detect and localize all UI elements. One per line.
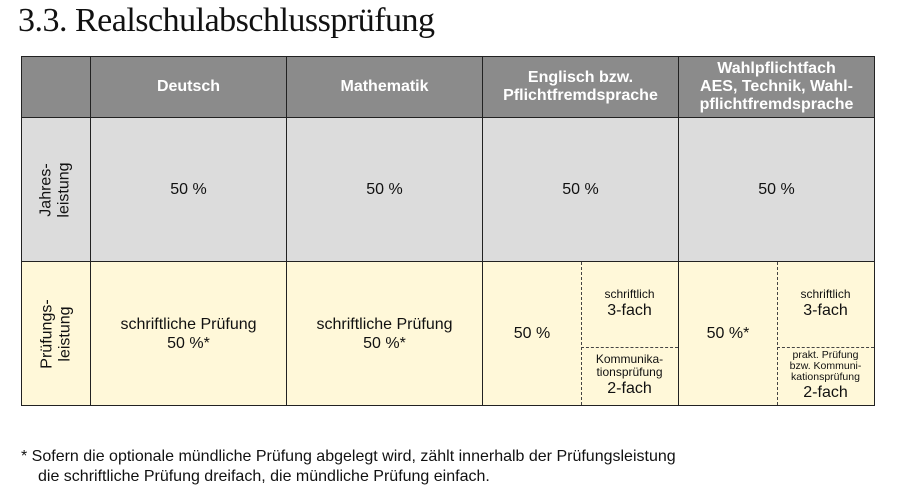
- pruef-englisch-schriftlich: [581, 262, 678, 347]
- wahlpflicht-top-small: schriftlich: [800, 287, 851, 301]
- wahlpflicht-bot-small: prakt. Prüfung bzw. Kommuni- kationsprüfung: [789, 348, 862, 383]
- pruef-wahlpflicht-praktisch: [777, 347, 874, 405]
- pruef-englisch-kommunikation: [581, 347, 678, 405]
- wahlpflicht-top-big: 3-fach: [803, 302, 848, 319]
- header-englisch: Englisch bzw. Pflichtfremdsprache: [483, 57, 679, 118]
- row-label-pruefungsleistung: [22, 262, 91, 406]
- header-wahlpflicht: Wahlpflichtfach AES, Technik, Wahl- pflichtfremdsprache: [679, 57, 875, 118]
- englisch-bot-big: 2-fach: [607, 380, 652, 397]
- jahres-wahlpflicht: 50 %: [679, 118, 875, 262]
- footnote: [21, 447, 676, 487]
- pruef-mathematik-line2: 50 %*: [363, 334, 406, 352]
- row-label-jahresleistung: [22, 118, 91, 262]
- footnote-line1: * Sofern die optionale mündliche Prüfung abgelegt wird, zählt innerhalb der Prüfungsleistung: [21, 448, 676, 465]
- pruef-deutsch-line2: 50 %*: [167, 334, 210, 352]
- pruef-wahlpflicht-schriftlich: [777, 262, 874, 347]
- pruefungsleistung-label: Prüfungs- leistung: [38, 298, 74, 369]
- corner-cell: [22, 57, 91, 118]
- jahresleistung-label: Jahres- leistung: [38, 161, 73, 218]
- table-row-pruefungsleistung: [22, 262, 875, 406]
- englisch-top-small: schriftlich: [604, 287, 655, 301]
- exam-table: [21, 56, 875, 406]
- pruef-englisch: [483, 262, 679, 406]
- header-mathematik: Mathematik: [287, 57, 483, 118]
- pruef-wahlpflicht: [679, 262, 875, 406]
- wahlpflicht-bot-big: 2-fach: [803, 383, 848, 401]
- englisch-bot-small: Kommunika- tionsprüfung: [595, 352, 664, 379]
- footnote-line2: die schriftliche Prüfung dreifach, die mündliche Prüfung einfach.: [38, 468, 490, 485]
- englisch-top-big: 3-fach: [607, 302, 652, 319]
- pruef-mathematik: [287, 262, 483, 406]
- table-header-row: [22, 57, 875, 118]
- table-row-jahresleistung: [22, 118, 875, 262]
- pruef-deutsch: [91, 262, 287, 406]
- pruef-englisch-pct: 50 %: [513, 324, 551, 342]
- pruef-mathematik-line1: schriftliche Prüfung: [316, 315, 453, 333]
- jahres-mathematik: 50 %: [287, 118, 483, 262]
- page-title: 3.3. Realschulabschlussprüfung: [18, 2, 435, 39]
- pruef-deutsch-line1: schriftliche Prüfung: [120, 315, 257, 333]
- jahres-englisch: 50 %: [483, 118, 679, 262]
- pruef-wahlpflicht-pct: 50 %*: [706, 324, 750, 342]
- jahres-deutsch: 50 %: [91, 118, 287, 262]
- header-deutsch: Deutsch: [91, 57, 287, 118]
